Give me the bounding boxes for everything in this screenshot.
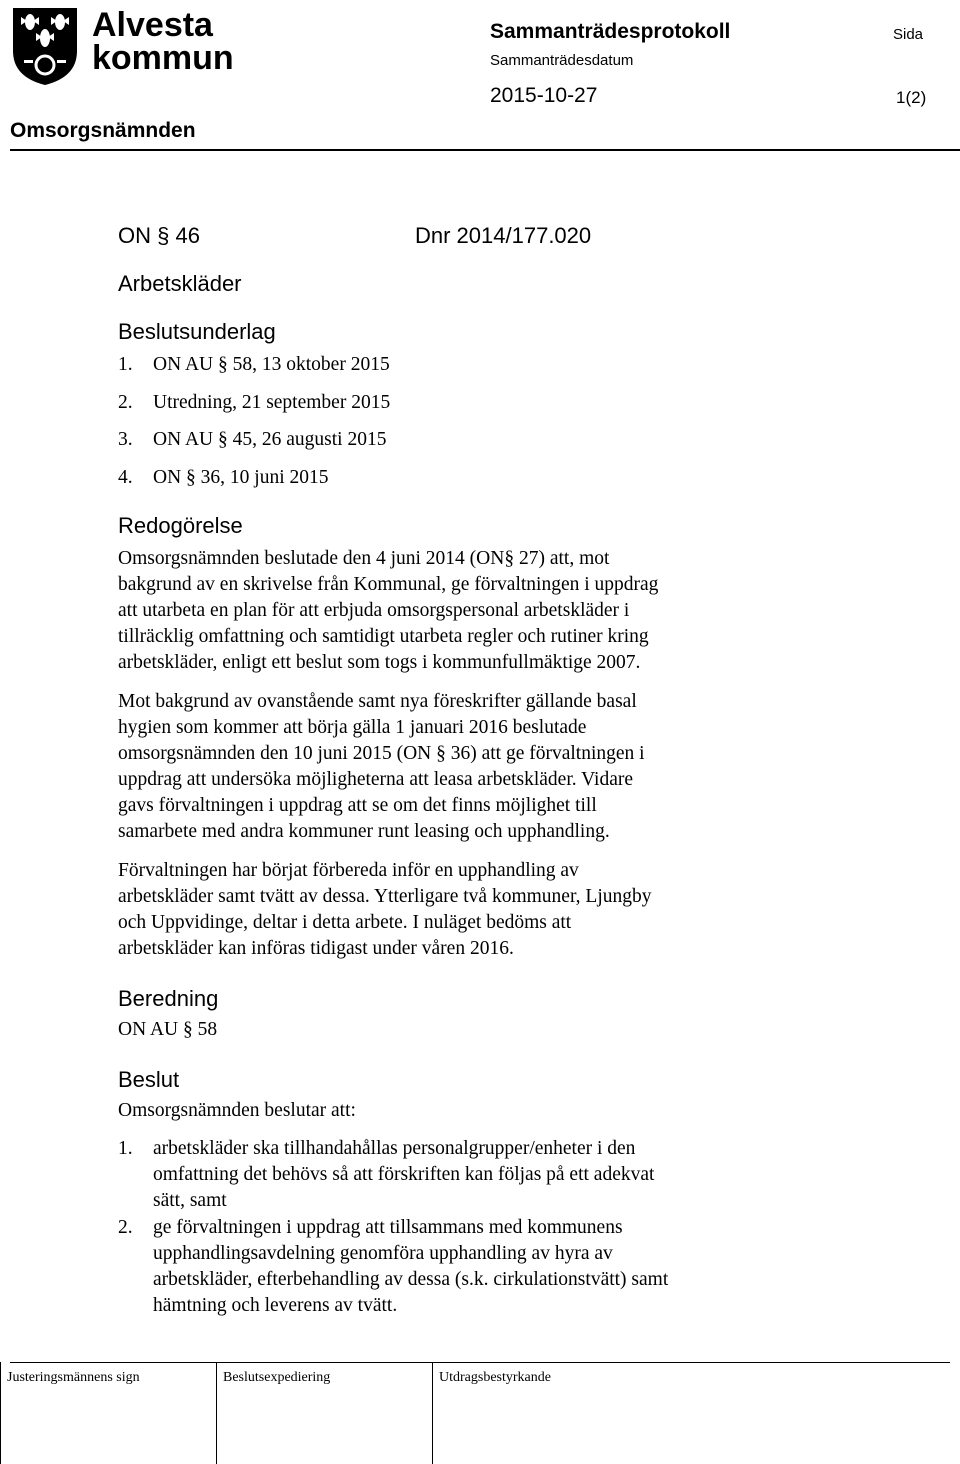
header-divider	[10, 149, 960, 151]
list-item-text: Utredning, 21 september 2015	[153, 392, 391, 413]
text-line: ge förvaltningen i uppdrag att tillsammans med kommunens	[153, 1217, 623, 1238]
text-line: arbetskläder, enligt ett beslut som togs i kommunfullmäktige 2007.	[118, 652, 641, 673]
text-line: upphandlingsavdelning genomföra upphandling av hyra av	[153, 1243, 613, 1264]
footer-label: Justeringsmännens sign	[7, 1370, 140, 1385]
list-item	[118, 427, 386, 453]
text-line: arbetskläder ska tillhandahållas personalgrupper/enheter i den	[153, 1138, 636, 1159]
municipal-coat-of-arms-icon	[10, 5, 80, 87]
list-item-number: 1.	[118, 354, 133, 375]
text-line: arbetskläder, efterbehandling av dessa (s.k. cirkulationstvätt) samt	[153, 1269, 669, 1290]
text-line: uppdrag att undersöka möjligheterna att leasa arbetskläder. Vidare	[118, 769, 634, 790]
text-line: arbetskläder samt tvätt av dessa. Ytterligare två kommuner, Ljungby	[118, 886, 652, 907]
logo-line-1: Alvesta	[92, 6, 213, 44]
text-line: omsorgsnämnden den 10 juni 2015 (ON § 36) att ge förvaltningen i	[118, 743, 645, 764]
diary-number: Dnr 2014/177.020	[415, 223, 592, 248]
text-line: gavs förvaltningen i uppdrag att se om det finns möjlighet till	[118, 795, 597, 816]
list-item-number: 2.	[118, 392, 133, 413]
text-line: hygien som kommer att börja gälla 1 januari 2016 beslutade	[118, 717, 587, 738]
list-item-number: 3.	[118, 429, 133, 450]
basis-heading: Beslutsunderlag	[118, 319, 276, 344]
text-line: Förvaltningen har börjat förbereda inför en upphandling av	[118, 860, 579, 881]
footer-cell-certification	[432, 1362, 950, 1464]
decision-item	[118, 1215, 783, 1319]
case-title: Arbetskläder	[118, 271, 242, 296]
text-line: tillräcklig omfattning och samtidigt utarbeta regler och rutiner kring	[118, 626, 649, 647]
municipality-logo	[90, 3, 240, 73]
list-item	[118, 390, 390, 416]
page-number: 1(2)	[896, 88, 927, 107]
list-item	[118, 465, 329, 491]
list-item	[118, 352, 390, 378]
text-line: bakgrund av en skrivelse från Kommunal, ge förvaltningen i uppdrag	[118, 574, 659, 595]
page-label: Sida	[893, 26, 924, 43]
text-line: och Uppvidinge, deltar i detta arbete. I nuläget bedöms att	[118, 912, 572, 933]
decision-item-number: 2.	[118, 1217, 133, 1238]
preparation-text: ON AU § 58	[118, 1019, 218, 1040]
document-type-title: Sammanträdesprotokoll	[490, 20, 731, 43]
decision-item-number: 1.	[118, 1138, 133, 1159]
footer-cell-dispatch	[216, 1362, 432, 1464]
preparation-heading: Beredning	[118, 986, 219, 1011]
decision-item	[118, 1136, 783, 1214]
list-item-number: 4.	[118, 467, 133, 488]
meeting-date-label: Sammanträdesdatum	[490, 52, 634, 69]
list-item-text: ON AU § 45, 26 augusti 2015	[153, 429, 387, 450]
account-paragraph-2	[118, 689, 758, 845]
footer-label: Utdragsbestyrkande	[439, 1370, 551, 1385]
meeting-date: 2015-10-27	[490, 84, 598, 107]
case-number: ON § 46	[118, 223, 200, 248]
account-paragraph-1	[118, 546, 758, 676]
list-item-text: ON AU § 58, 13 oktober 2015	[153, 354, 390, 375]
committee-name: Omsorgsnämnden	[10, 119, 196, 142]
logo-line-2: kommun	[92, 39, 234, 73]
account-paragraph-3	[118, 858, 758, 962]
decision-intro: Omsorgsnämnden beslutar att:	[118, 1100, 356, 1121]
account-heading: Redogörelse	[118, 513, 243, 538]
footer-label: Beslutsexpediering	[223, 1370, 331, 1385]
footer-cell-signatures	[0, 1362, 216, 1464]
text-line: Omsorgsnämnden beslutade den 4 juni 2014 (ON§ 27) att, mot	[118, 548, 610, 569]
text-line: samarbete med andra kommuner runt leasing och upphandling.	[118, 821, 610, 842]
text-line: Mot bakgrund av ovanstående samt nya föreskrifter gällande basal	[118, 691, 637, 712]
decision-heading: Beslut	[118, 1067, 180, 1092]
text-line: arbetskläder kan införas tidigast under våren 2016.	[118, 938, 514, 959]
text-line: omfattning det behövs så att förskriften kan följas på ett adekvat	[153, 1164, 655, 1185]
text-line: sätt, samt	[153, 1190, 227, 1211]
text-line: hämtning och leverens av tvätt.	[153, 1295, 398, 1316]
list-item-text: ON § 36, 10 juni 2015	[153, 467, 329, 488]
text-line: att utarbeta en plan för att erbjuda omsorgspersonal arbetskläder i	[118, 600, 630, 621]
